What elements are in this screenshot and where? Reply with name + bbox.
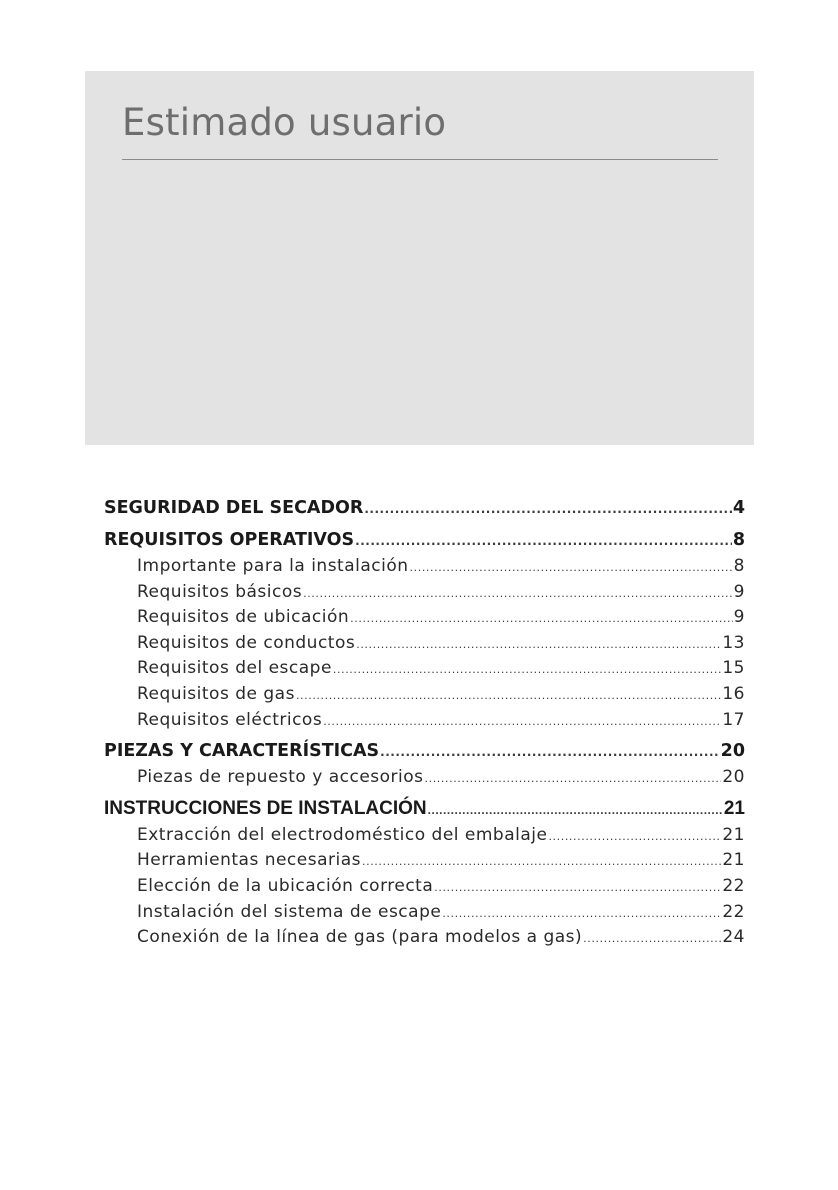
toc-item[interactable] (104, 900, 745, 926)
dot-leader (350, 606, 733, 632)
dot-leader (364, 495, 731, 523)
toc-section-seguridad (104, 494, 745, 522)
toc-item[interactable] (104, 605, 745, 631)
title-divider (122, 159, 718, 160)
toc-item[interactable] (104, 580, 745, 606)
dot-leader (428, 796, 723, 824)
dot-leader (355, 527, 732, 555)
toc-page-number: 15 (722, 658, 745, 679)
toc-item-label: Requisitos de conductos (137, 632, 356, 653)
toc-page-number: 22 (722, 875, 745, 896)
header-panel (85, 71, 754, 445)
dot-leader (362, 849, 721, 875)
toc-heading[interactable] (104, 526, 745, 554)
toc-page-number: 21 (722, 824, 745, 845)
toc-page-number: 16 (722, 683, 745, 704)
toc-page-number: 21 (722, 850, 745, 871)
toc-item-label: Requisitos de ubicación (137, 607, 350, 628)
toc-item-label: Piezas de repuesto y accesorios (137, 767, 424, 788)
toc-item-label: Herramientas necesarias (137, 850, 361, 871)
toc-page-number: 13 (722, 632, 745, 653)
toc-page-number: 22 (722, 901, 745, 922)
toc-page-number: 8 (733, 556, 745, 576)
dot-leader (380, 738, 719, 766)
toc-item-label: Requisitos básicos (137, 581, 303, 602)
toc-item[interactable] (104, 631, 745, 657)
toc-page-number: 24 (722, 927, 745, 948)
dot-leader (434, 875, 721, 901)
toc-heading[interactable] (104, 494, 745, 522)
toc-item-label: Instalación del sistema de escape (137, 901, 442, 922)
toc-page-number: 20 (720, 741, 745, 762)
toc-item-label: Requisitos del escape (137, 658, 332, 679)
toc-item[interactable] (104, 848, 745, 874)
toc-item-label: Requisitos de gas (137, 683, 295, 704)
dot-leader (548, 824, 721, 850)
toc-page-number: 8 (732, 530, 745, 550)
toc-page-number: 17 (722, 709, 745, 730)
dot-leader (410, 555, 733, 581)
page-title: Estimado usuario (122, 101, 447, 144)
dot-leader (442, 901, 721, 927)
dot-leader (425, 766, 722, 792)
toc-page-number: 21 (723, 797, 745, 819)
toc-item[interactable] (104, 554, 745, 580)
toc-item[interactable] (104, 656, 745, 682)
toc-item[interactable] (104, 874, 745, 900)
toc-page-number: 9 (733, 607, 745, 628)
dot-leader (333, 657, 721, 683)
toc-item-label: Extracción del electrodoméstico del embalaje (137, 824, 548, 845)
toc-item[interactable] (104, 823, 745, 849)
toc-item[interactable] (104, 765, 745, 791)
dot-leader (583, 926, 721, 952)
toc-heading[interactable] (104, 795, 745, 823)
toc-heading-label: SEGURIDAD DEL SECADOR (104, 498, 364, 518)
toc-page-number: 20 (722, 767, 745, 788)
toc-item[interactable] (104, 925, 745, 951)
toc-item-label: Importante para la instalación (137, 556, 409, 576)
toc-heading-label: PIEZAS Y CARACTERÍSTICAS (104, 741, 380, 762)
dot-leader (356, 632, 721, 658)
toc-page-number: 4 (732, 498, 745, 518)
dot-leader (296, 683, 721, 709)
toc-page-number: 9 (733, 581, 745, 602)
toc-heading-label: INSTRUCCIONES DE INSTALACIÓN (104, 797, 427, 819)
toc-heading[interactable] (104, 737, 745, 765)
toc-item-label: Requisitos eléctricos (137, 709, 323, 730)
toc-item-label: Conexión de la línea de gas (para modelos a gas) (137, 927, 583, 948)
toc-item-label: Elección de la ubicación correcta (137, 875, 434, 896)
toc-section-instrucciones (104, 795, 745, 951)
toc-item[interactable] (104, 682, 745, 708)
toc-heading-label: REQUISITOS OPERATIVOS (104, 530, 355, 550)
dot-leader (303, 581, 733, 607)
toc-section-piezas (104, 737, 745, 791)
dot-leader (323, 709, 721, 735)
toc-item[interactable] (104, 708, 745, 734)
toc-section-requisitos (104, 526, 745, 733)
table-of-contents (104, 494, 745, 955)
